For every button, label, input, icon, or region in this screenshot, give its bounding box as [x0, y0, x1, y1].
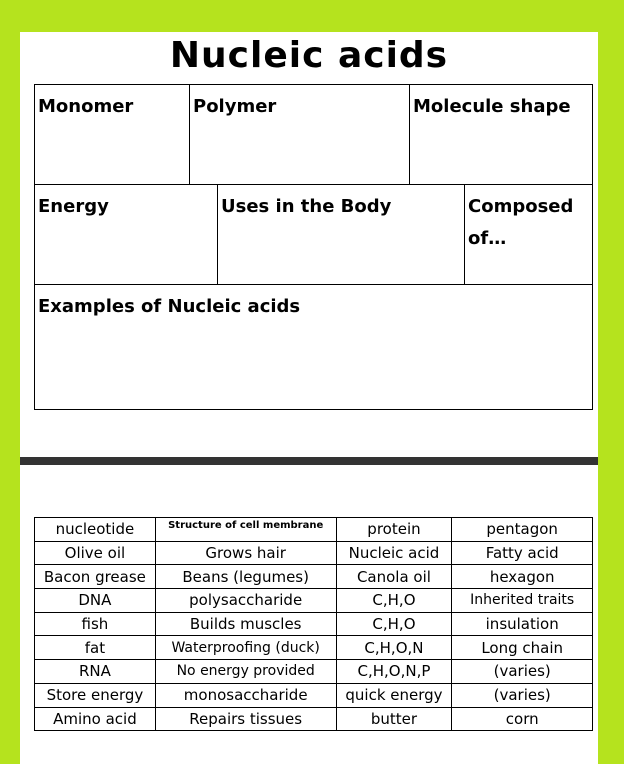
- word-card[interactable]: RNA: [35, 660, 156, 684]
- word-card[interactable]: Amino acid: [35, 707, 156, 731]
- organizer-row-3: [35, 285, 592, 409]
- table-row: [35, 612, 593, 636]
- word-card[interactable]: Waterproofing (duck): [155, 636, 336, 660]
- word-card[interactable]: protein: [336, 518, 452, 542]
- worksheet-page: [20, 32, 598, 764]
- uses-in-body-box[interactable]: Uses in the Body: [218, 185, 465, 284]
- word-card[interactable]: quick energy: [336, 683, 452, 707]
- table-row: [35, 541, 593, 565]
- word-card[interactable]: pentagon: [452, 518, 593, 542]
- word-card[interactable]: hexagon: [452, 565, 593, 589]
- word-card[interactable]: C,H,O,N,P: [336, 660, 452, 684]
- table-row: [35, 518, 593, 542]
- word-card[interactable]: butter: [336, 707, 452, 731]
- word-card[interactable]: Store energy: [35, 683, 156, 707]
- word-card[interactable]: monosaccharide: [155, 683, 336, 707]
- section-divider: [20, 457, 598, 465]
- table-row: [35, 589, 593, 613]
- examples-box[interactable]: Examples of Nucleic acids: [38, 296, 301, 317]
- organizer-row-1: [35, 85, 592, 185]
- word-card[interactable]: DNA: [35, 589, 156, 613]
- polymer-box[interactable]: Polymer: [190, 85, 410, 184]
- graphic-organizer: [34, 84, 593, 410]
- page-title: Nucleic acids: [169, 35, 449, 76]
- table-row: [35, 565, 593, 589]
- monomer-box[interactable]: Monomer: [35, 85, 190, 184]
- word-card[interactable]: C,H,O: [336, 589, 452, 613]
- table-row: [35, 636, 593, 660]
- word-card[interactable]: (varies): [452, 683, 593, 707]
- word-bank-table: [34, 517, 593, 731]
- table-row: [35, 707, 593, 731]
- word-card[interactable]: nucleotide: [35, 518, 156, 542]
- word-card[interactable]: insulation: [452, 612, 593, 636]
- word-card[interactable]: (varies): [452, 660, 593, 684]
- word-card[interactable]: Beans (legumes): [155, 565, 336, 589]
- word-card[interactable]: polysaccharide: [155, 589, 336, 613]
- word-card[interactable]: Bacon grease: [35, 565, 156, 589]
- word-card[interactable]: Grows hair: [155, 541, 336, 565]
- word-card[interactable]: Fatty acid: [452, 541, 593, 565]
- word-card[interactable]: fish: [35, 612, 156, 636]
- word-card[interactable]: Structure of cell membrane: [155, 518, 336, 542]
- composed-of-box[interactable]: Composed of…: [468, 196, 574, 249]
- word-card[interactable]: Nucleic acid: [336, 541, 452, 565]
- energy-box[interactable]: Energy: [35, 185, 218, 284]
- word-card[interactable]: Repairs tissues: [155, 707, 336, 731]
- word-card[interactable]: fat: [35, 636, 156, 660]
- word-card[interactable]: C,H,O: [336, 612, 452, 636]
- word-card[interactable]: corn: [452, 707, 593, 731]
- word-card[interactable]: No energy provided: [155, 660, 336, 684]
- table-row: [35, 683, 593, 707]
- molecule-shape-box[interactable]: Molecule shape: [413, 96, 571, 117]
- organizer-row-2: [35, 185, 592, 285]
- word-card[interactable]: Canola oil: [336, 565, 452, 589]
- word-card[interactable]: C,H,O,N: [336, 636, 452, 660]
- word-card[interactable]: Inherited traits: [452, 589, 593, 613]
- table-row: [35, 660, 593, 684]
- word-card[interactable]: Long chain: [452, 636, 593, 660]
- word-card[interactable]: Builds muscles: [155, 612, 336, 636]
- word-card[interactable]: Olive oil: [35, 541, 156, 565]
